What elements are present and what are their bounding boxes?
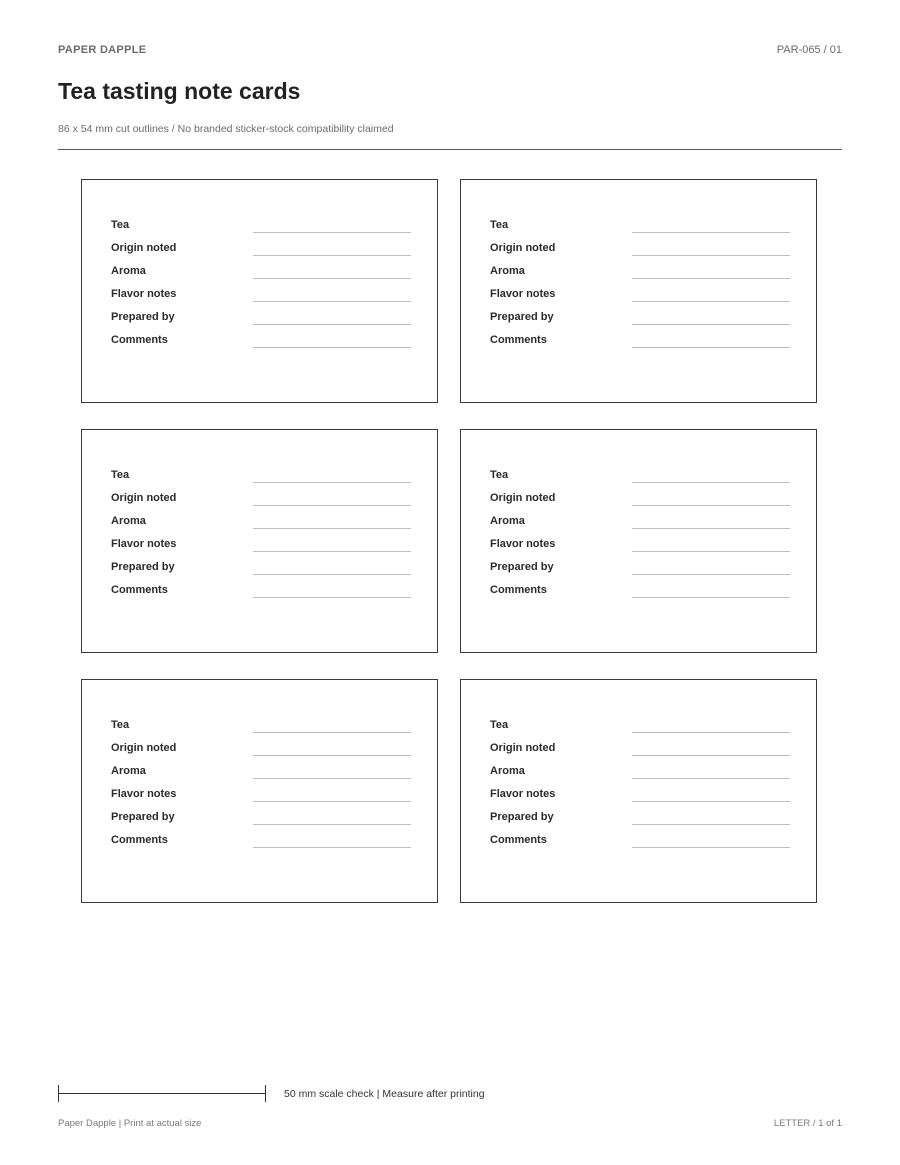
document-number: PAR-065 / 01 — [776, 44, 842, 56]
card-field-row — [111, 513, 411, 536]
card-fields — [490, 217, 790, 355]
card-field-row — [111, 490, 411, 513]
card-field-writing-line — [632, 847, 790, 848]
card-field-row — [111, 740, 411, 763]
card-field-row — [111, 809, 411, 832]
card-field-label: Comments — [111, 334, 168, 346]
card-field-row — [111, 786, 411, 809]
card-field-row — [490, 832, 790, 855]
card-field-writing-line — [632, 755, 790, 756]
card-field-writing-line — [253, 732, 411, 733]
card-field-label: Flavor notes — [490, 288, 556, 300]
card-field-label: Tea — [111, 219, 130, 231]
card-field-label: Prepared by — [490, 561, 554, 573]
card-field-writing-line — [253, 801, 411, 802]
card-field-writing-line — [253, 597, 411, 598]
card-field-row — [111, 559, 411, 582]
card-field-writing-line — [632, 482, 790, 483]
page-subtitle: 86 x 54 mm cut outlines / No branded sticker-stock compatibility claimed — [58, 123, 394, 135]
card-field-row — [490, 490, 790, 513]
card-field-writing-line — [253, 278, 411, 279]
card-field-label: Flavor notes — [490, 538, 556, 550]
note-card — [460, 429, 817, 653]
card-field-label: Prepared by — [490, 811, 554, 823]
card-field-label: Prepared by — [490, 311, 554, 323]
card-field-label: Origin noted — [490, 742, 556, 754]
card-field-label: Origin noted — [111, 492, 177, 504]
card-field-writing-line — [253, 255, 411, 256]
note-card — [460, 179, 817, 403]
card-field-writing-line — [253, 778, 411, 779]
card-field-row — [111, 582, 411, 605]
card-field-writing-line — [253, 482, 411, 483]
scale-bar-right-tick — [265, 1085, 266, 1102]
card-field-label: Tea — [490, 469, 509, 481]
card-field-row — [490, 809, 790, 832]
card-field-label: Comments — [490, 584, 547, 596]
card-field-row — [490, 763, 790, 786]
card-field-row — [111, 217, 411, 240]
note-card — [81, 179, 438, 403]
card-field-row — [490, 717, 790, 740]
card-field-label: Aroma — [490, 265, 525, 277]
card-field-writing-line — [632, 824, 790, 825]
card-field-row — [490, 467, 790, 490]
card-field-row — [490, 536, 790, 559]
card-field-writing-line — [253, 232, 411, 233]
card-field-label: Origin noted — [490, 492, 556, 504]
card-field-label: Prepared by — [111, 311, 175, 323]
card-field-row — [111, 832, 411, 855]
card-field-label: Tea — [490, 219, 509, 231]
card-field-label: Prepared by — [111, 811, 175, 823]
card-field-writing-line — [253, 551, 411, 552]
card-field-row — [490, 559, 790, 582]
card-field-writing-line — [253, 301, 411, 302]
page-title: Tea tasting note cards — [58, 78, 301, 104]
card-field-writing-line — [632, 278, 790, 279]
card-field-writing-line — [632, 801, 790, 802]
card-field-row — [111, 263, 411, 286]
card-field-writing-line — [253, 528, 411, 529]
card-field-writing-line — [253, 847, 411, 848]
card-field-row — [111, 240, 411, 263]
card-field-row — [111, 332, 411, 355]
card-field-writing-line — [632, 574, 790, 575]
note-card — [460, 679, 817, 903]
card-fields — [490, 717, 790, 855]
note-card — [81, 679, 438, 903]
card-field-row — [111, 763, 411, 786]
card-field-row — [111, 717, 411, 740]
card-field-writing-line — [253, 347, 411, 348]
footer-right-text: LETTER / 1 of 1 — [773, 1118, 842, 1129]
card-field-label: Comments — [490, 334, 547, 346]
card-field-label: Flavor notes — [111, 288, 177, 300]
card-fields — [111, 217, 411, 355]
card-field-writing-line — [632, 505, 790, 506]
card-field-label: Aroma — [490, 515, 525, 527]
card-field-writing-line — [632, 551, 790, 552]
card-field-row — [490, 286, 790, 309]
card-field-row — [490, 332, 790, 355]
card-field-row — [490, 309, 790, 332]
card-field-row — [490, 263, 790, 286]
card-field-writing-line — [632, 528, 790, 529]
card-field-row — [111, 536, 411, 559]
card-field-row — [490, 217, 790, 240]
brand-name: PAPER DAPPLE — [58, 44, 147, 56]
card-field-label: Aroma — [490, 765, 525, 777]
card-field-writing-line — [632, 347, 790, 348]
card-field-label: Aroma — [111, 765, 146, 777]
card-fields — [111, 467, 411, 605]
card-field-writing-line — [253, 324, 411, 325]
card-field-label: Tea — [490, 719, 509, 731]
card-field-label: Origin noted — [490, 242, 556, 254]
card-field-writing-line — [632, 301, 790, 302]
card-field-writing-line — [253, 505, 411, 506]
card-field-label: Aroma — [111, 265, 146, 277]
card-field-label: Aroma — [111, 515, 146, 527]
card-field-row — [490, 240, 790, 263]
card-field-label: Origin noted — [111, 742, 177, 754]
card-fields — [490, 467, 790, 605]
card-field-row — [490, 740, 790, 763]
card-field-writing-line — [632, 732, 790, 733]
card-field-row — [111, 467, 411, 490]
card-field-writing-line — [253, 755, 411, 756]
card-field-label: Flavor notes — [111, 538, 177, 550]
card-field-row — [490, 582, 790, 605]
card-field-label: Comments — [490, 834, 547, 846]
scale-bar-line — [58, 1093, 266, 1094]
card-field-writing-line — [632, 255, 790, 256]
card-field-writing-line — [253, 824, 411, 825]
card-field-writing-line — [632, 324, 790, 325]
card-field-row — [490, 786, 790, 809]
card-field-writing-line — [632, 778, 790, 779]
scale-check-text: 50 mm scale check | Measure after printing — [284, 1088, 485, 1100]
footer-left-text: Paper Dapple | Print at actual size — [58, 1118, 202, 1129]
card-field-writing-line — [632, 597, 790, 598]
card-field-row — [111, 286, 411, 309]
header-rule — [58, 149, 842, 150]
card-field-writing-line — [632, 232, 790, 233]
card-fields — [111, 717, 411, 855]
note-card — [81, 429, 438, 653]
card-field-row — [111, 309, 411, 332]
card-field-label: Tea — [111, 719, 130, 731]
card-field-label: Comments — [111, 584, 168, 596]
card-field-row — [490, 513, 790, 536]
card-field-label: Comments — [111, 834, 168, 846]
scale-bar — [58, 1085, 266, 1102]
card-field-label: Tea — [111, 469, 130, 481]
card-field-label: Flavor notes — [490, 788, 556, 800]
card-field-label: Origin noted — [111, 242, 177, 254]
card-field-label: Flavor notes — [111, 788, 177, 800]
card-field-writing-line — [253, 574, 411, 575]
card-field-label: Prepared by — [111, 561, 175, 573]
